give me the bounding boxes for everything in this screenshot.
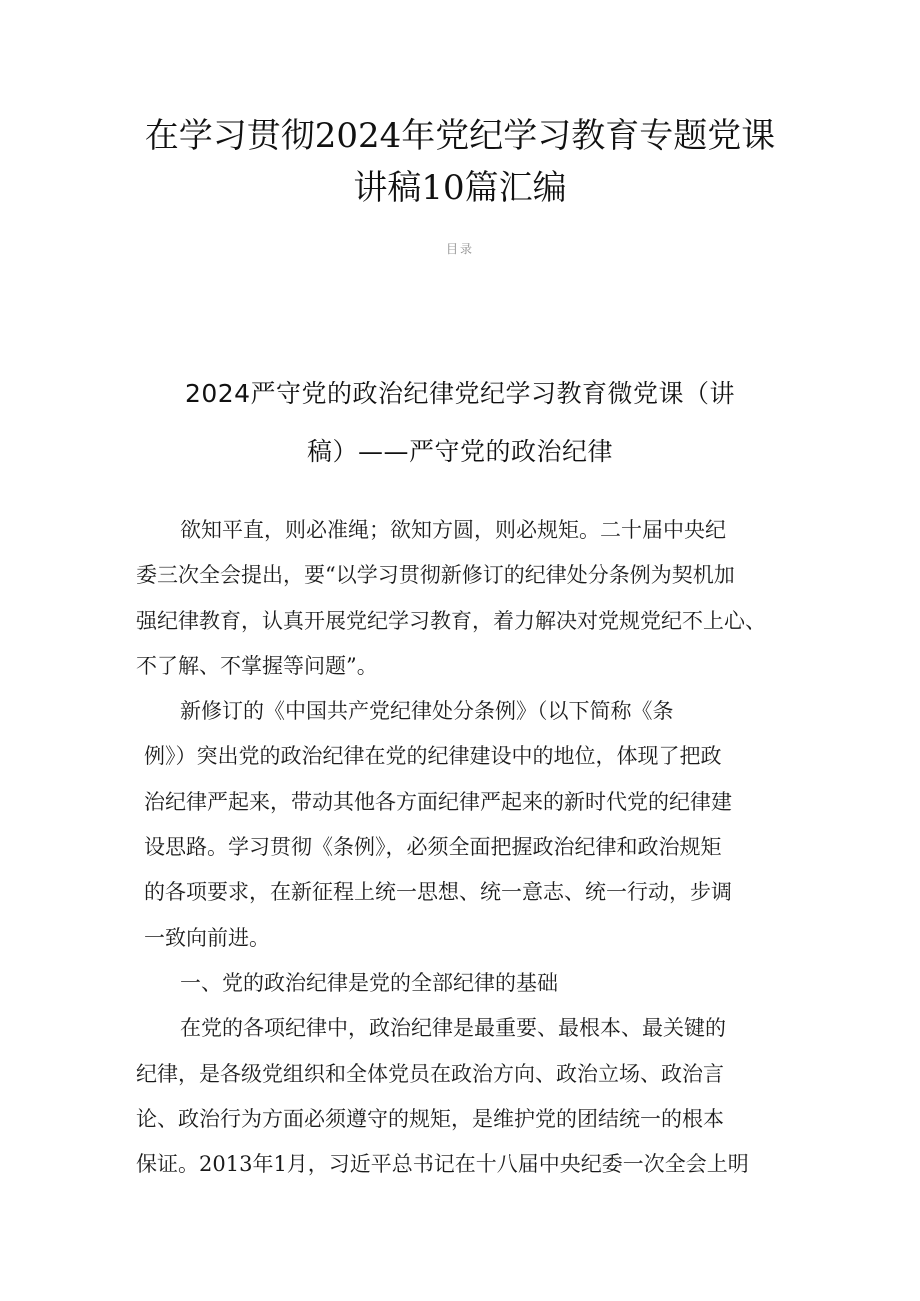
section-title-line-1: 2024严守党的政治纪律党纪学习教育微党课（讲 [184, 379, 736, 408]
section-heading: 一、党的政治纪律是党的全部纪律的基础 [180, 970, 558, 995]
table-of-contents-label[interactable]: 目录 [445, 242, 474, 256]
paragraph-line: 纪律，是各级党组织和全体党员在政治方向、政治立场、政治言 [136, 1061, 724, 1086]
paragraph-line: 新修订的《中国共产党纪律处分条例》（以下简称《条 [180, 699, 674, 724]
paragraph-line: 治纪律严起来，带动其他各方面纪律严起来的新时代党的纪律建 [144, 789, 732, 814]
paragraph-line: 欲知平直，则必准绳；欲知方圆，则必规矩。二十届中央纪 [180, 518, 726, 542]
body-text [136, 508, 796, 1187]
paragraph-line: 的各项要求，在新征程上统一思想、统一意志、统一行动，步调 [144, 880, 732, 905]
document-title-line-2: 讲稿10篇汇编 [353, 168, 567, 208]
paragraph-line: 委三次全会提出，要“以学习贯彻新修订的纪律处分条例为契机加 [136, 563, 735, 588]
paragraph-line: 不了解、不掌握等问题”。 [136, 653, 378, 678]
section-title-line-2: 稿）——严守党的政治纪律 [306, 437, 613, 466]
paragraph-line: 保证。2013年1月，习近平总书记在十八届中央纪委一次全会上明 [136, 1152, 749, 1177]
paragraph-line: 例》）突出党的政治纪律在党的纪律建设中的地位，体现了把政 [144, 744, 722, 769]
document-title-line-1: 在学习贯彻2024年党纪学习教育专题党课 [144, 116, 776, 156]
paragraph-line: 一致向前进。 [144, 925, 270, 950]
paragraph-line: 在党的各项纪律中，政治纪律是最重要、最根本、最关键的 [180, 1016, 726, 1041]
paragraph-line: 强纪律教育，认真开展党纪学习教育，着力解决对党规党纪不上心、 [136, 608, 766, 633]
paragraph-line: 设思路。学习贯彻《条例》，必须全面把握政治纪律和政治规矩 [144, 835, 722, 860]
paragraph-line: 论、政治行为方面必须遵守的规矩，是维护党的团结统一的根本 [136, 1106, 724, 1131]
